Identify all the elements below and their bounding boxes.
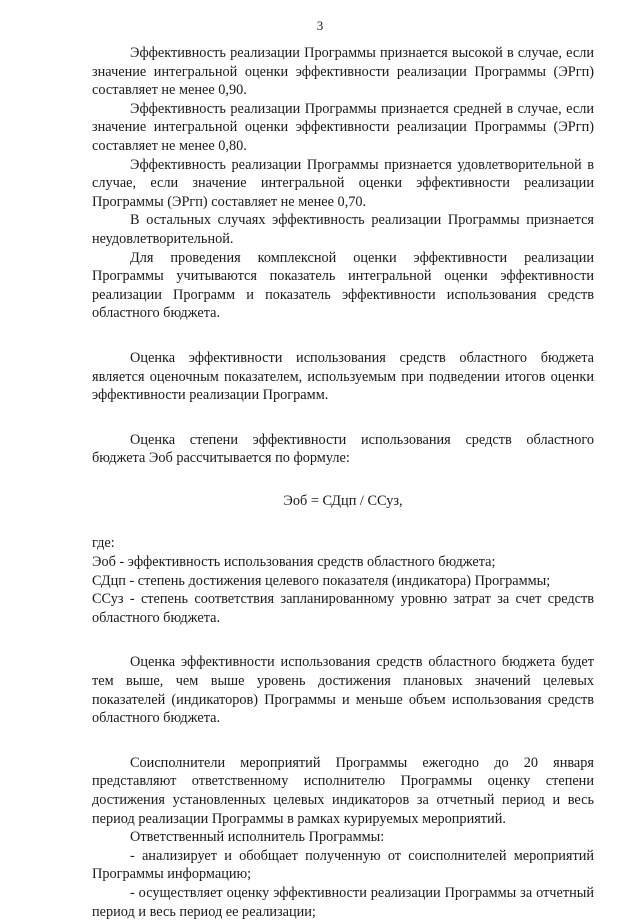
- paragraph-efficiency-higher: Оценка эффективности использования средств областного бюджета будет тем выше, чем выше уровень достижения плановых значений целевых показателей (индикаторов) Программы и меньше объем использования средств областного бюджета.: [92, 654, 594, 727]
- definition-eob: Эоб - эффективность использования средств областного бюджета;: [92, 554, 496, 571]
- formula: Эоб = СДцп / ССуз,: [283, 492, 403, 509]
- paragraph-budget-efficiency: Оценка эффективности использования средств областного бюджета является оценочным показателем, используемым при подведении итогов оценки эффективности реализации Программ.: [92, 349, 594, 404]
- list-item-analyzes: - анализирует и обобщает полученную от соисполнителей мероприятий Программы информацию;: [92, 847, 594, 883]
- document-body: [92, 44, 594, 921]
- definition-sdcp: СДцп - степень достижения целевого показателя (индикатора) Программы;: [92, 572, 551, 589]
- paragraph-satisfactory-efficiency: Эффективность реализации Программы признается удовлетворительной в случае, если значение интегральной оценки эффективности реализации Программы (ЭРгп) составляет не менее 0,70.: [92, 156, 594, 210]
- page-number: 3: [316, 18, 324, 33]
- paragraph-formula-intro: Оценка степени эффективности использования средств областного бюджета Эоб рассчитывается по формуле:: [92, 431, 594, 467]
- paragraph-complex-evaluation: Для проведения комплексной оценки эффективности реализации Программы учитываются показатель интегральной оценки эффективности реализации Программ и показатель эффективности использования средств областного бюджета.: [92, 249, 594, 322]
- definition-ssuz: ССуз - степень соответствия запланированному уровню затрат за счет средств областного бюджета.: [92, 591, 594, 626]
- paragraph-responsible-executor: Ответственный исполнитель Программы:: [130, 829, 385, 846]
- list-item-evaluates: - осуществляет оценку эффективности реализации Программы за отчетный период и весь период ее реализации;: [92, 884, 594, 920]
- paragraph-co-executors: Соисполнители мероприятий Программы ежегодно до 20 января представляют ответственному исполнителю Программы оценку степени достижения установленных целевых индикаторов за отчетный период и весь период реализации Программы в рамках курируемых мероприятий.: [92, 754, 594, 827]
- where-label: где:: [92, 535, 115, 552]
- paragraph-medium-efficiency: Эффективность реализации Программы признается средней в случае, если значение интегральной оценки эффективности реализации Программы (ЭРгп) составляет не менее 0,80.: [92, 100, 594, 154]
- paragraph-high-efficiency: Эффективность реализации Программы признается высокой в случае, если значение интегральной оценки эффективности реализации Программы (ЭРгп) составляет не менее 0,90.: [92, 45, 594, 99]
- paragraph-unsatisfactory-efficiency: В остальных случаях эффективность реализации Программы признается неудовлетворительной.: [92, 212, 594, 247]
